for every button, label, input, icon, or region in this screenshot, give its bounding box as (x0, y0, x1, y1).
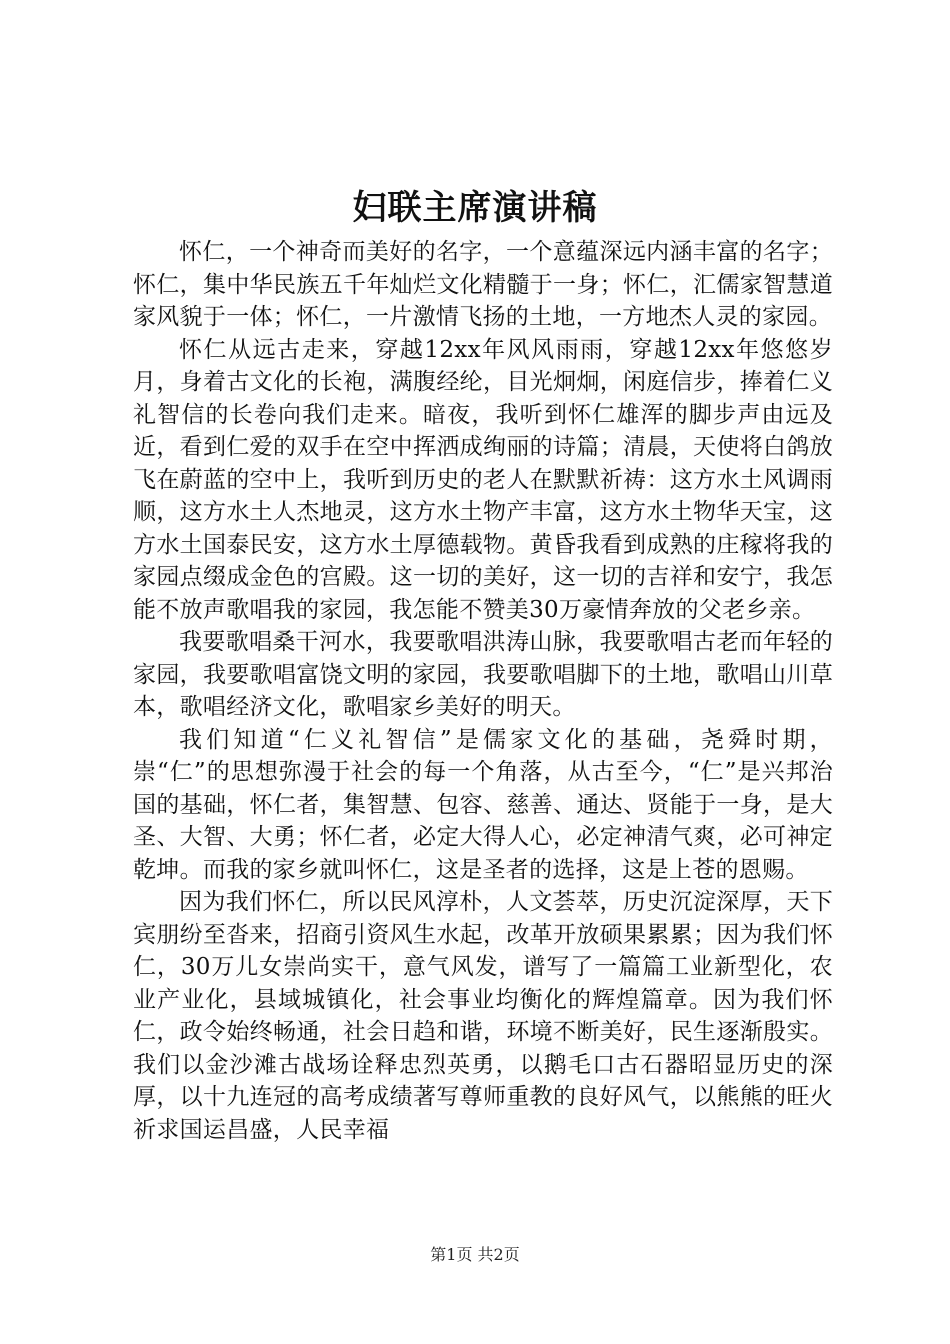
document-title: 妇联主席演讲稿 (352, 188, 598, 228)
paragraph-5: 因为我们怀仁，所以民风淳朴，人文荟萃，历史沉淀深厚，天下宾朋纷至沓来，招商引资风生水起，改革开放硕果累累；因为我们怀仁，30万儿女崇尚实干，意气风发，谱写了一篇篇工业新型化，农业产业化，县域城镇化，社会事业均衡化的辉煌篇章。因为我们怀仁，政令始终畅通，社会日趋和谐，环境不断美好，民生逐渐殷实。我们以金沙滩古战场诠释忠烈英勇，以鹅毛口古石器昭显历史的深厚，以十九连冠的高考成绩著写尊师重教的良好风气，以熊熊的旺火祈求国运昌盛，人民幸福 (133, 889, 833, 1143)
paragraph-3: 我要歌唱桑干河水，我要歌唱洪涛山脉，我要歌唱古老而年轻的家园，我要歌唱富饶文明的家园，我要歌唱脚下的土地，歌唱山川草本，歌唱经济文化，歌唱家乡美好的明天。 (133, 629, 833, 720)
paragraph-1: 怀仁，一个神奇而美好的名字，一个意蕴深远内涵丰富的名字；怀仁，集中华民族五千年灿烂文化精髓于一身；怀仁，汇儒家智慧道家风貌于一体；怀仁，一片激情飞扬的土地，一方地杰人灵的家园。 (133, 239, 833, 330)
page-number-footer: 第1页 共2页 (430, 1245, 520, 1264)
paragraph-4: 我们知道“仁义礼智信”是儒家文化的基础，尧舜时期，崇“仁”的思想弥漫于社会的每一个角落，从古至今，“仁”是兴邦治国的基础，怀仁者，集智慧、包容、慈善、通达、贤能于一身，是大圣、大智、大勇；怀仁者，必定大得人心，必定神清气爽，必可神定乾坤。而我的家乡就叫怀仁，这是圣者的选择，这是上苍的恩赐。 (133, 726, 833, 883)
paragraph-2: 怀仁从远古走来，穿越12xx年风风雨雨，穿越12xx年悠悠岁月，身着古文化的长袍，满腹经纶，目光炯炯，闲庭信步，捧着仁义礼智信的长卷向我们走来。暗夜，我听到怀仁雄浑的脚步声由远及近，看到仁爱的双手在空中挥洒成绚丽的诗篇；清晨，天使将白鸽放飞在蔚蓝的空中上，我听到历史的老人在默默祈祷：这方水土风调雨顺，这方水土人杰地灵，这方水土物产丰富，这方水土物华天宝，这方水土国泰民安，这方水土厚德载物。黄昏我看到成熟的庄稼将我的家园点缀成金色的宫殿。这一切的美好，这一切的吉祥和安宁，我怎能不放声歌唱我的家园，我怎能不赞美30万豪情奔放的父老乡亲。 (133, 336, 833, 623)
document-body (133, 236, 833, 1146)
